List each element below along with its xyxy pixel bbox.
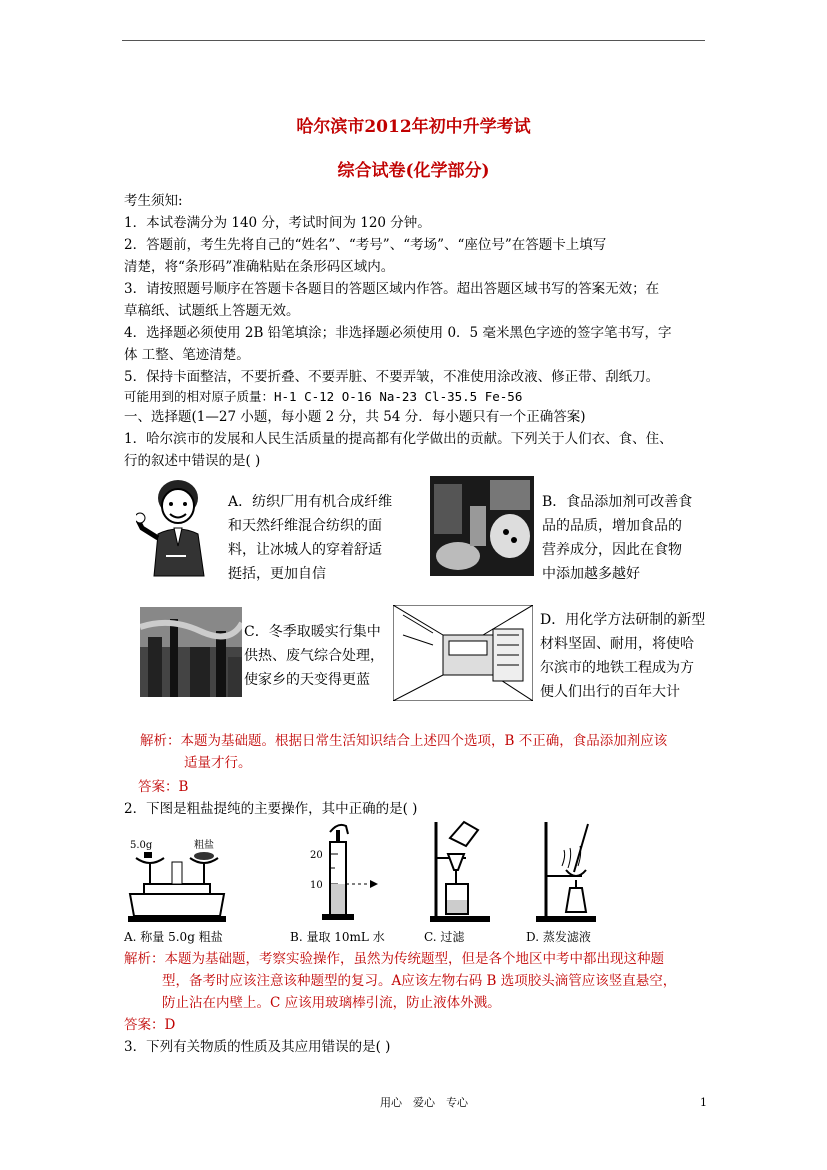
notice-item: 5．保持卡面整洁，不要折叠、不要弄脏、不要弄皱，不准使用涂改液、修正带、刮纸刀。	[124, 369, 660, 385]
q2-analysis: 防止沾在内壁上。C 应该用玻璃棒引流，防止液体外溅。	[162, 995, 501, 1011]
notice-item: 1．本试卷满分为 140 分，考试时间为 120 分钟。	[124, 215, 431, 231]
q2-analysis: 型，备考时应该注意该种题型的复习。A应该左物右码 B 选项胶头滴管应该竖直悬空，	[162, 973, 677, 989]
section-heading: 一、选择题(1—27 小题，每小题 2 分，共 54 分．每小题只有一个正确答案)	[124, 409, 586, 425]
evaporation-diagram	[526, 818, 610, 922]
cylinder-mark-20: 20	[310, 850, 323, 861]
balance-diagram	[124, 834, 230, 926]
page-title: 哈尔滨市2012年初中升学考试	[296, 117, 531, 137]
footer-motto: 用心 爱心 专心	[380, 1096, 468, 1109]
header-rule	[122, 40, 705, 41]
notice-item: 草稿纸、试题纸上答题无效。	[124, 303, 300, 319]
q1-stem: 1．哈尔滨市的发展和人民生活质量的提高都有化学做出的贡献。下列关于人们衣、食、住、	[124, 431, 673, 447]
q1-stem: 行的叙述中错误的是( )	[124, 453, 261, 469]
subway-image	[393, 605, 533, 701]
food-photo-image	[430, 476, 534, 576]
page-subtitle: 综合试卷(化学部分)	[337, 161, 490, 181]
city-chimney-image	[140, 607, 242, 697]
notice-item: 体 工整、笔迹清楚。	[124, 347, 250, 363]
q2-label-d: D. 蒸发滤液	[526, 930, 591, 944]
atomic-mass: 可能用到的相对原子质量：H-1 C-12 O-16 Na-23 Cl-35.5 Fe-56	[124, 389, 523, 404]
balance-mass-label: 5.0g	[130, 840, 153, 851]
q1-option-b: B．食品添加剂可改善食 品的品质，增加食品的 营养成分，因此在食物 中添加越多越好	[542, 494, 693, 582]
man-cartoon-image	[136, 476, 222, 578]
notice-item: 清楚，将“条形码”准确粘贴在条形码区域内。	[124, 259, 395, 275]
q2-answer: 答案：D	[124, 1017, 176, 1033]
cylinder-diagram	[308, 818, 388, 922]
q1-analysis: 适量才行。	[184, 755, 252, 771]
q1-option-d: D．用化学方法研制的新型 材料坚固、耐用，将使哈 尔滨市的地铁工程成为方 便人们出行的百年大计	[540, 612, 706, 700]
q2-analysis: 解析：本题为基础题，考察实验操作，虽然为传统题型，但是各个地区中考中都出现这种题	[124, 951, 664, 967]
notice-item: 2．答题前，考生先将自己的“姓名”、“考号”、“考场”、“座位号”在答题卡上填写	[124, 237, 607, 253]
q2-label-a: A. 称量 5.0g 粗盐	[124, 930, 223, 944]
q2-label-c: C. 过滤	[424, 930, 465, 944]
balance-salt-label: 粗盐	[194, 840, 214, 851]
cylinder-mark-10: 10	[310, 880, 323, 891]
notice-heading: 考生须知:	[124, 193, 183, 209]
q2-stem: 2．下图是粗盐提纯的主要操作，其中正确的是( )	[124, 801, 418, 817]
q1-option-a: A．纺织厂用有机合成纤维 和天然纤维混合纺织的面 料，让冰城人的穿着舒适 挺括，更加自信	[228, 494, 393, 582]
q1-analysis: 解析：本题为基础题。根据日常生活知识结合上述四个选项，B 不正确，食品添加剂应该	[140, 733, 668, 749]
page-number: 1	[700, 1096, 707, 1109]
notice-item: 3．请按照题号顺序在答题卡各题目的答题区域内作答。超出答题区域书写的答案无效；在	[124, 281, 660, 297]
q1-option-c: C．冬季取暖实行集中 供热、废气综合处理， 使家乡的天变得更蓝	[244, 624, 384, 688]
q2-label-b: B. 量取 10mL 水	[290, 930, 385, 944]
filtration-diagram	[420, 818, 500, 922]
q3-stem: 3．下列有关物质的性质及其应用错误的是( )	[124, 1039, 391, 1055]
notice-item: 4．选择题必须使用 2B 铅笔填涂；非选择题必须使用 0．5 毫米黑色字迹的签字笔书写，字	[124, 325, 672, 341]
q1-answer: 答案：B	[138, 779, 189, 795]
